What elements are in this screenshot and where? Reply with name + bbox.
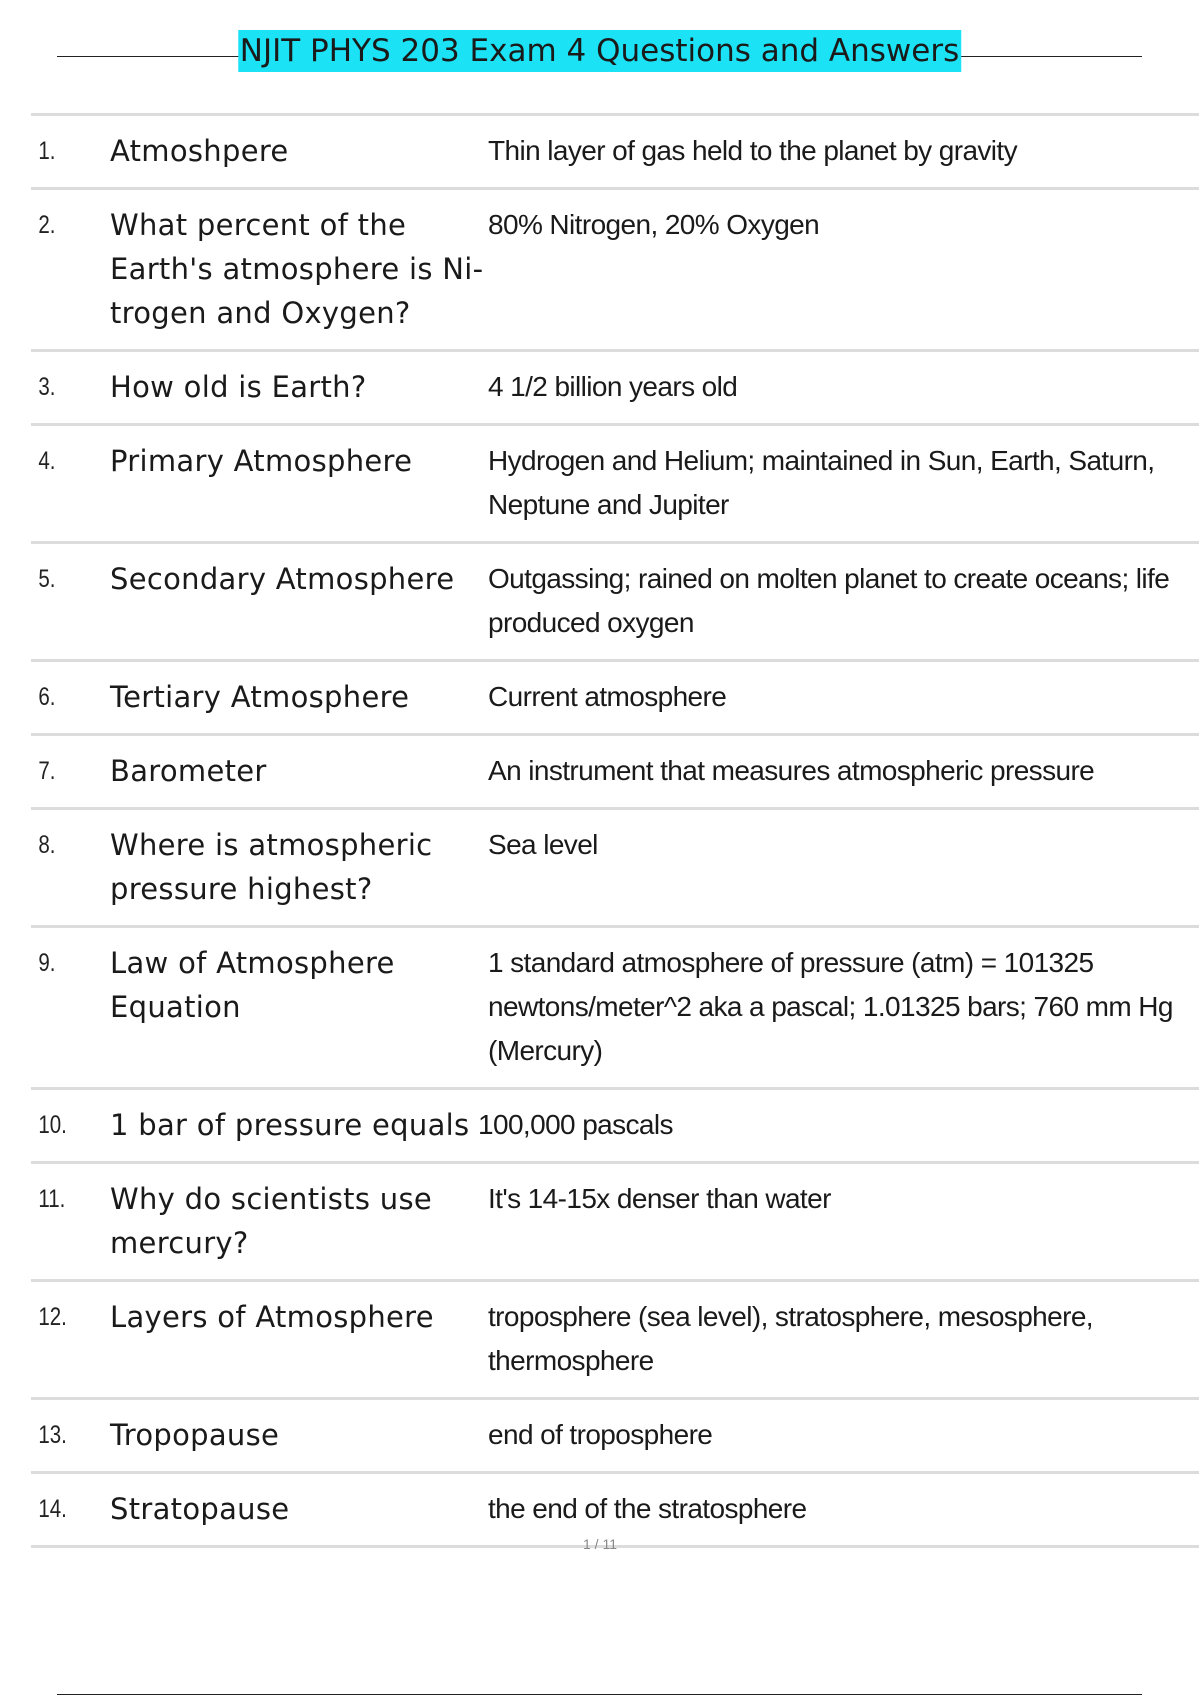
item-term: What percent of the Earth's atmosphere is Ni-trogen and Oxygen?: [110, 208, 484, 330]
item-number: 5.: [38, 565, 56, 593]
item-term: Tropopause: [110, 1418, 280, 1452]
item-term: Tertiary Atmosphere: [110, 680, 410, 714]
item-number: 12.: [38, 1303, 67, 1331]
item-term: Stratopause: [110, 1492, 290, 1526]
item-definition: Outgassing; rained on molten planet to create oceans; life produced oxygen: [488, 563, 1170, 638]
item-term: Layers of Atmosphere: [110, 1300, 434, 1334]
item-definition: Hydrogen and Helium; maintained in Sun, Earth, Saturn, Neptune and Jupiter: [488, 445, 1155, 520]
item-term: Primary Atmosphere: [110, 444, 413, 478]
item-definition: Current atmosphere: [488, 681, 727, 712]
item-term: Why do scientists use mercury?: [110, 1182, 433, 1260]
item-definition: An instrument that measures atmospheric pressure: [488, 755, 1095, 786]
item-term: Barometer: [110, 754, 267, 788]
item-term: Secondary Atmosphere: [110, 562, 455, 596]
item-definition: 4 1/2 billion years old: [488, 371, 738, 402]
qa-row: [31, 544, 1199, 662]
item-number: 13.: [38, 1421, 67, 1449]
item-definition: Thin layer of gas held to the planet by gravity: [488, 135, 1018, 166]
item-term: 1 bar of pressure equals: [110, 1108, 470, 1142]
item-number: 2.: [38, 211, 56, 239]
item-definition: Sea level: [488, 829, 598, 860]
qa-row: [31, 662, 1199, 736]
qa-row: [31, 426, 1199, 544]
item-term: Atmoshpere: [110, 134, 289, 168]
qa-row: [31, 1400, 1199, 1474]
item-number: 4.: [38, 447, 56, 475]
qa-row: [31, 736, 1199, 810]
item-number: 6.: [38, 683, 56, 711]
item-number: 10.: [38, 1111, 67, 1139]
item-number: 3.: [38, 373, 56, 401]
item-term: How old is Earth?: [110, 370, 367, 404]
item-definition: end of troposphere: [488, 1419, 713, 1450]
qa-row: [31, 190, 1199, 352]
qa-row: [31, 928, 1199, 1090]
page-number: 1 / 11: [583, 1536, 617, 1552]
item-number: 14.: [38, 1495, 67, 1523]
qa-row: [31, 116, 1199, 190]
item-definition: 1 standard atmosphere of pressure (atm) = 101325 newtons/meter^2 aka a pascal; 1.01325 bars; 760 mm Hg (Mercury): [488, 947, 1173, 1066]
item-definition: It's 14-15x denser than water: [488, 1183, 831, 1214]
item-definition: 100,000 pascals: [478, 1109, 673, 1140]
bottom-rule: [57, 1694, 1142, 1695]
document-header: [57, 30, 1142, 74]
qa-row: [31, 1090, 1199, 1164]
qa-row: [31, 352, 1199, 426]
qa-table: [31, 113, 1199, 1548]
item-definition: the end of the stratosphere: [488, 1493, 807, 1524]
qa-row: [31, 810, 1199, 928]
item-number: 8.: [38, 831, 56, 859]
item-term: Law of Atmosphere Equation: [110, 946, 395, 1024]
item-number: 1.: [38, 137, 56, 165]
item-term: Where is atmospheric pressure highest?: [110, 828, 433, 906]
qa-row: [31, 1164, 1199, 1282]
document-title: NJIT PHYS 203 Exam 4 Questions and Answers: [238, 30, 961, 72]
item-number: 11.: [38, 1185, 66, 1213]
item-definition: troposphere (sea level), stratosphere, mesosphere, thermosphere: [488, 1301, 1093, 1376]
item-definition: 80% Nitrogen, 20% Oxygen: [488, 209, 820, 240]
item-number: 9.: [38, 949, 56, 977]
item-number: 7.: [38, 757, 56, 785]
qa-row: [31, 1282, 1199, 1400]
